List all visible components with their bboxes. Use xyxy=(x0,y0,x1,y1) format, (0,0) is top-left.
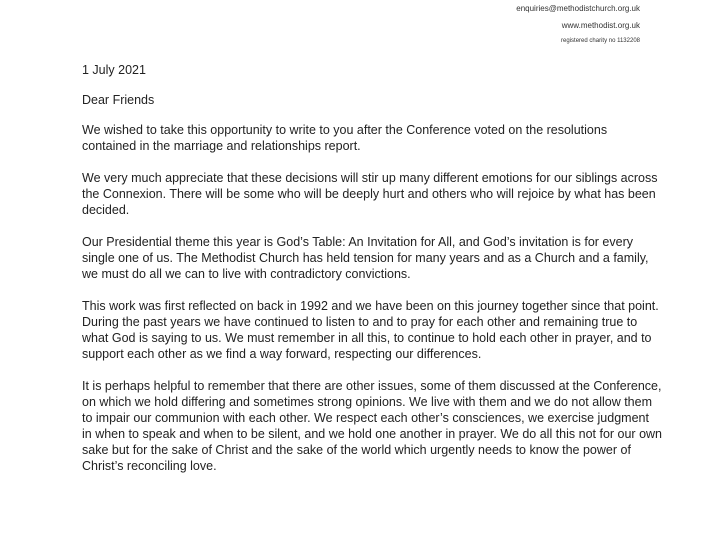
paragraph-2: We very much appreciate that these decisions will stir up many different emotions for our siblings across the Connexion. There will be some who will be deeply hurt and others who will rejoice by what has been decided. xyxy=(82,171,658,217)
letter-date: 1 July 2021 xyxy=(82,63,146,77)
paragraph-3: Our Presidential theme this year is God’s Table: An Invitation for All, and God’s invitation is for every single one of us. The Methodist Church has held tension for many years and as a Church and a family, we must do all we can to live with contradictory convictions. xyxy=(82,235,649,281)
paragraph-1: We wished to take this opportunity to write to you after the Conference voted on the resolutions contained in the marriage and relationships report. xyxy=(82,123,608,153)
contact-website: www.methodist.org.uk xyxy=(561,21,640,30)
charity-number: registered charity no 1132208 xyxy=(561,38,640,44)
contact-block xyxy=(516,0,640,48)
letter-body xyxy=(82,62,662,490)
letter-greeting: Dear Friends xyxy=(82,93,155,107)
contact-email: enquiries@methodistchurch.org.uk xyxy=(516,4,640,13)
paragraph-5: It is perhaps helpful to remember that there are other issues, some of them discussed at the Conference, on which we hold differing and sometimes strong opinions. We live with them and we do not allow them to impair our communion with each other. We respect each other’s consciences, we exercise judgment in when to speak and when to be silent, and we hold one another in prayer. We do all this not for our own sake but for the sake of Christ and the sake of the world which urgently needs to know the power of Christ’s reconciling love. xyxy=(82,379,662,473)
paragraph-4: This work was first reflected on back in 1992 and we have been on this journey together since that point. During the past years we have continued to listen to and to pray for each other and remaining true to what God is saying to us. We must remember in all this, to continue to hold each other in prayer, and to support each other as we find a way forward, respecting our differences. xyxy=(82,299,659,361)
